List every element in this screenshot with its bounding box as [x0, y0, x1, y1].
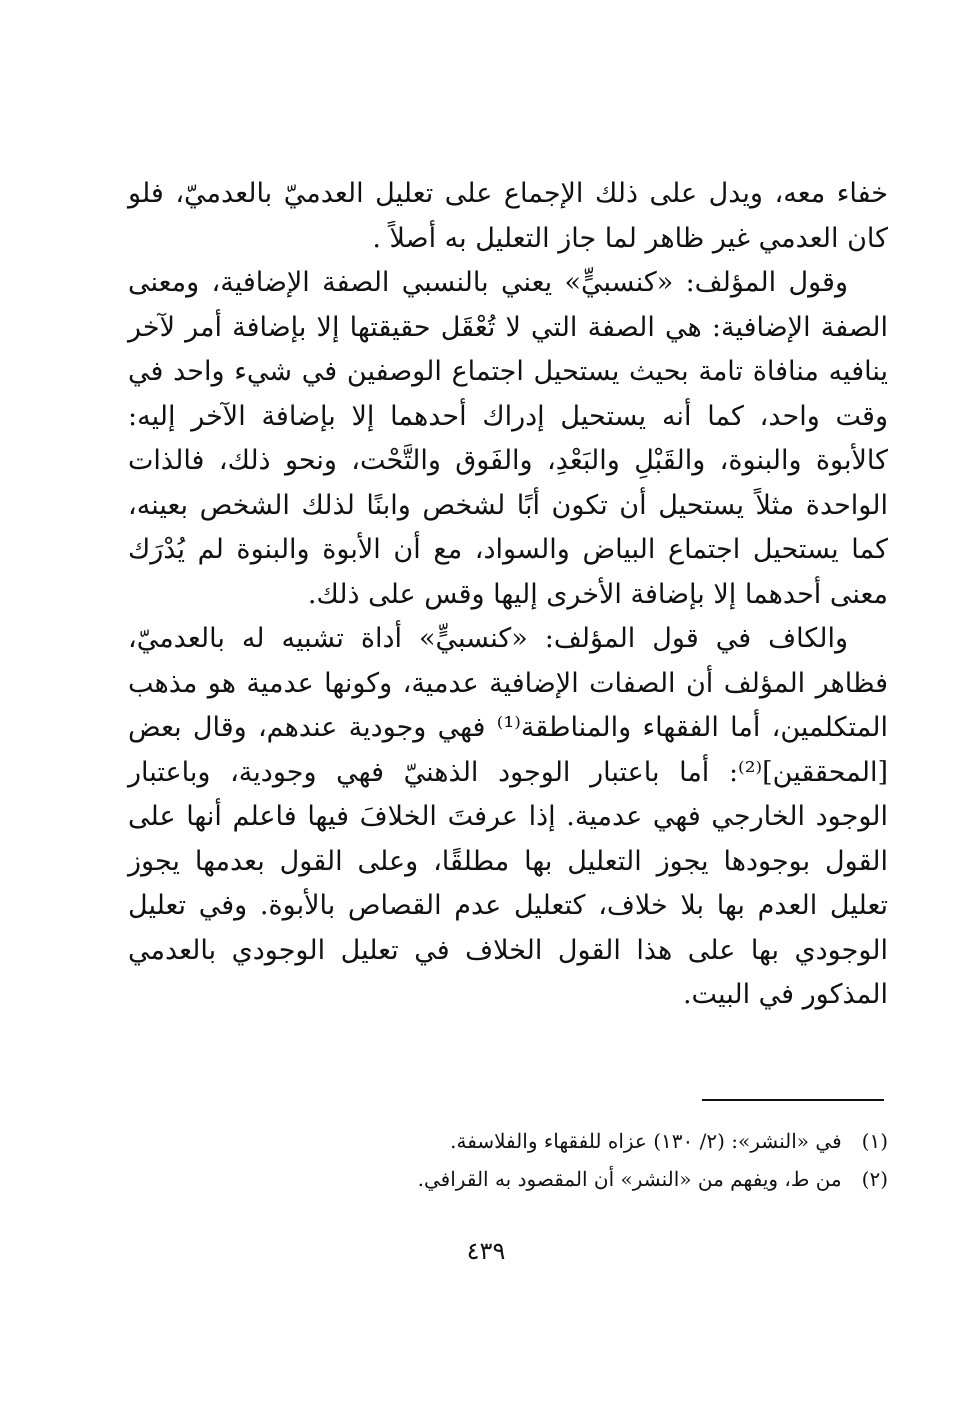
footnote-separator — [702, 1099, 884, 1101]
paragraph-1: خفاء معه، ويدل على ذلك الإجماع على تعليل العدميّ بالعدميّ، فلو كان العدمي غير ظاهر لما جاز التعليل به أصلاً . — [128, 178, 888, 254]
footnote-1 — [128, 1122, 888, 1160]
page-number: ٤٣٩ — [466, 1237, 506, 1265]
paragraph-3: والكاف في قول المؤلف: «كنسبيٍّ» أداة تشبيه له بالعدميّ، فظاهر المؤلف أن الصفات الإضافية عدمية، وكونها عدمية هو مذهب المتكلمين، أما الفقهاء والمناطقة⁽¹⁾ فهي وجودية عندهم، وقال بعض [المحققين]⁽²⁾: أما باعتبار الوجود الذهنيّ فهي وجودية، وباعتبار الوجود الخارجي فهي عدمية. إذا عرفتَ الخلافَ فيها فاعلم أنها على القول بوجودها يجوز التعليل بها مطلقًا، وعلى القول بعدمها يجوز تعليل العدم بها بلا خلاف، كتعليل عدم القصاص بالأبوة. وفي تعليل الوجودي بها على هذا القول الخلاف في تعليل الوجودي بالعدمي المذكور في البيت. — [128, 623, 888, 1010]
footnote-2-number: (٢) — [861, 1167, 888, 1191]
footnote-1-text: في «النشر»: (٢/ ١٣٠) عزاه للفقهاء والفلاسفة. — [450, 1129, 842, 1153]
paragraph-2: وقول المؤلف: «كنسبيٍّ» يعني بالنسبي الصفة الإضافية، ومعنى الصفة الإضافية: هي الصفة التي لا تُعْقَل حقيقتها إلا بإضافة أمر لآخر ينافيه منافاة تامة بحيث يستحيل اجتماع الوصفين في شيء واحد في وقت واحد، كما أنه يستحيل إدراك أحدهما إلا بإضافة الآخر إليه: كالأبوة والبنوة، والقَبْلِ والبَعْدِ، والفَوق والتَّحْت، ونحو ذلك، فالذات الواحدة مثلاً يستحيل أن تكون أبًا لشخص وابنًا لذلك الشخص بعينه، كما يستحيل اجتماع البياض والسواد، مع أن الأبوة والبنوة لم يُدْرَك معنى أحدهما إلا بإضافة الأخرى إليها وقس على ذلك. — [128, 267, 888, 610]
footnotes — [128, 1122, 888, 1198]
footnote-1-number: (١) — [861, 1129, 888, 1153]
footnote-2 — [128, 1160, 888, 1198]
footnote-2-text: من ط، ويفهم من «النشر» أن المقصود به القرافي. — [417, 1167, 842, 1191]
main-text — [128, 172, 888, 1018]
